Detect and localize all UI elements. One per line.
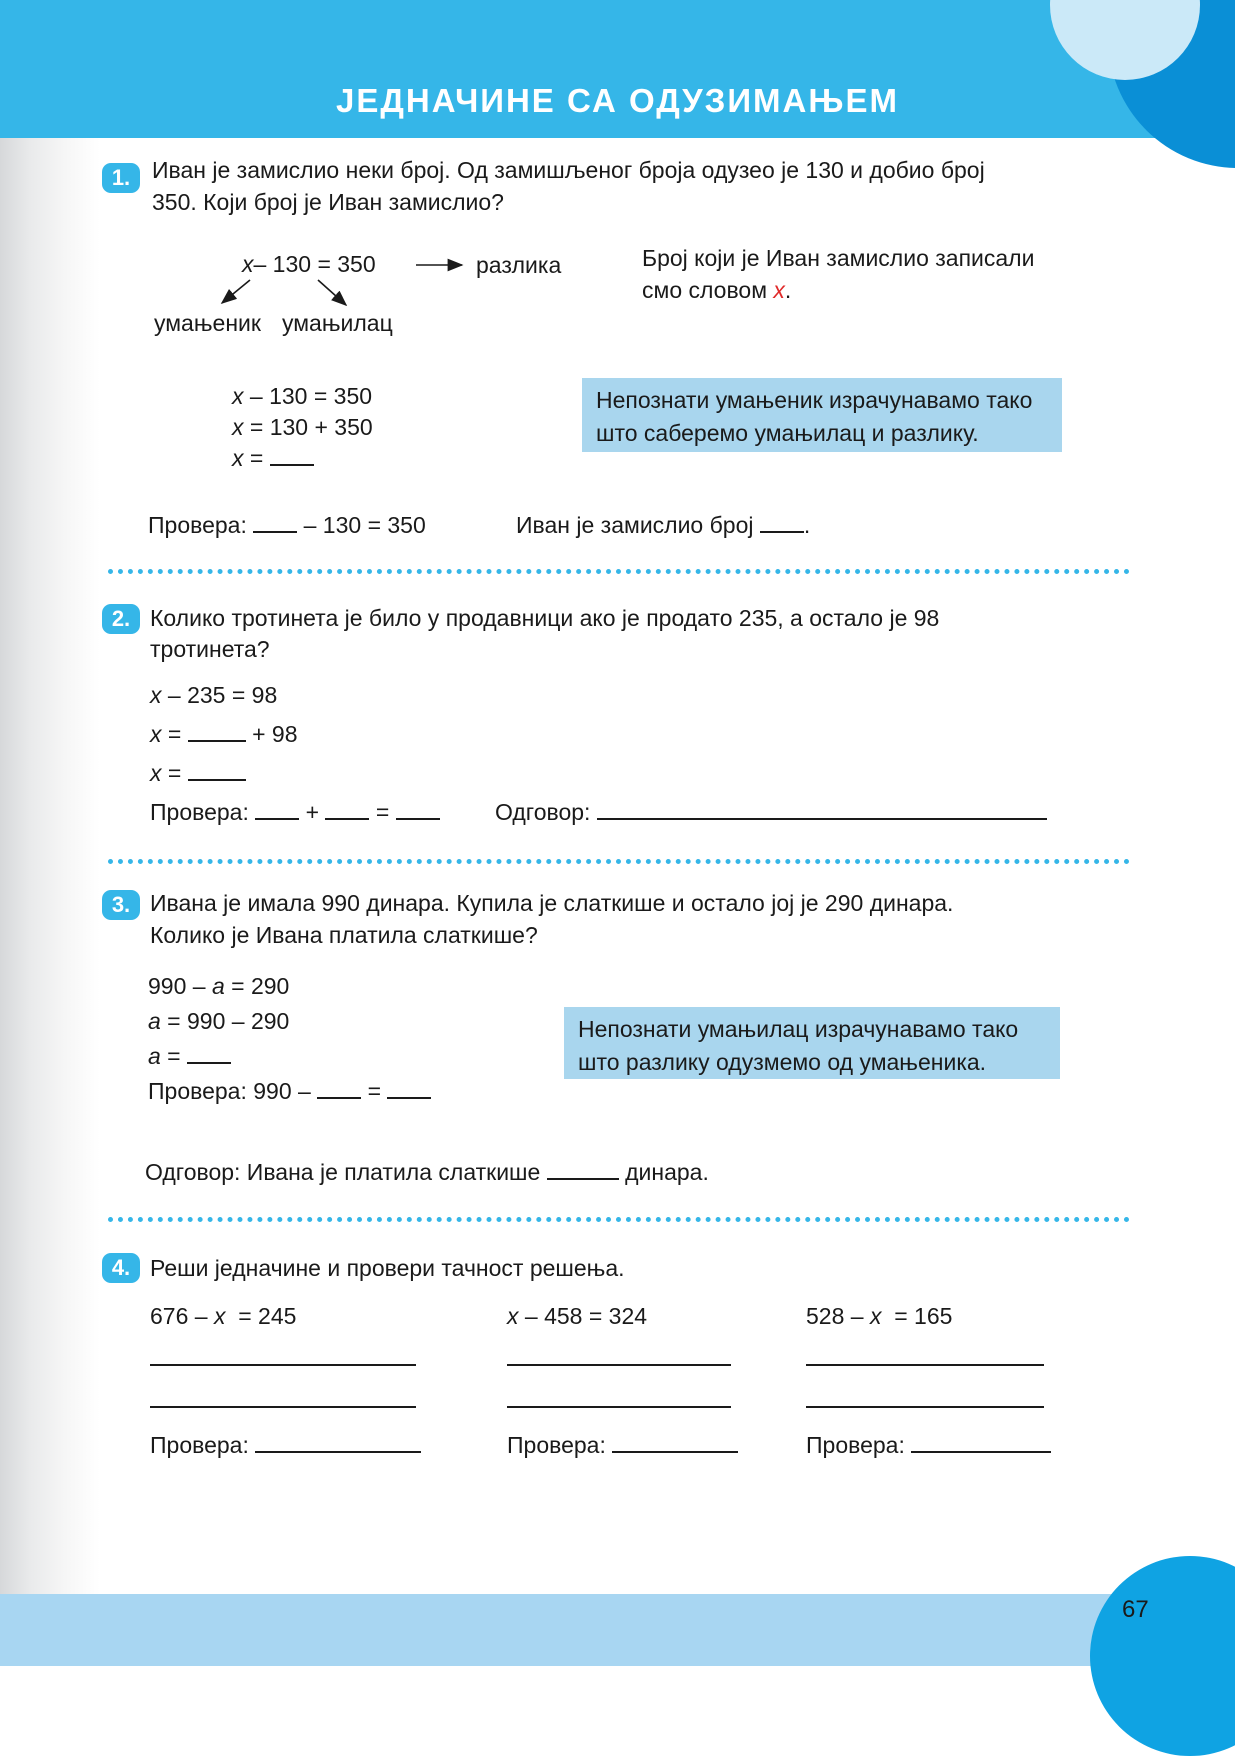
- task-1-check: [148, 509, 426, 542]
- footer-band: [0, 1594, 1235, 1666]
- check-label: Провера:: [150, 799, 249, 825]
- task-2-check: [150, 796, 440, 829]
- check-rest: – 130 = 350: [297, 512, 426, 538]
- task-1-info-box: [582, 378, 1062, 452]
- task-1-step-1: [232, 380, 372, 413]
- dotted-divider: [108, 859, 1130, 864]
- task-3-step-1: [148, 970, 289, 1003]
- task-4-equation-3: [806, 1300, 952, 1333]
- eq-rest: = 245: [225, 1303, 297, 1329]
- task-1-note-line2: [642, 274, 791, 307]
- check-blank[interactable]: [396, 798, 440, 820]
- task-2-step-1: [150, 679, 277, 712]
- task-2-badge: 2.: [102, 604, 140, 634]
- dotted-divider: [108, 569, 1130, 574]
- step-var: x: [232, 383, 244, 409]
- page-title: ЈЕДНАЧИНЕ СА ОДУЗИМАЊЕМ: [336, 82, 899, 119]
- task-1-step-3: [232, 442, 314, 475]
- eq-var: x: [213, 1303, 226, 1329]
- eq-var: x: [869, 1303, 882, 1329]
- work-line[interactable]: [806, 1406, 1044, 1408]
- check-label: Провера: 990 –: [148, 1078, 318, 1104]
- step-blank[interactable]: [188, 720, 246, 742]
- step-blank[interactable]: [187, 1042, 231, 1064]
- eq-var: x: [507, 1303, 519, 1329]
- task-3-info-box: [564, 1007, 1060, 1079]
- step-var: x: [150, 721, 162, 747]
- step-rest: = 290: [224, 973, 290, 999]
- arrow-to-subtrahend: [318, 280, 346, 305]
- page-number: 67: [1122, 1596, 1149, 1623]
- step-var: x: [150, 760, 162, 786]
- step-rest: – 130 = 350: [243, 383, 373, 409]
- check-blank[interactable]: [255, 798, 299, 820]
- answer-blank[interactable]: [760, 511, 804, 533]
- task-2-text-line2: тротинета?: [150, 636, 270, 662]
- equals-sign: =: [369, 799, 396, 825]
- task-1-text-line1: Иван је замислио неки број. Од замишљеног броја одузео је 130 и добио број: [152, 157, 985, 183]
- task-1-note-line1: Број који је Иван замислио записали: [642, 245, 1035, 271]
- step-eq: =: [161, 760, 188, 786]
- work-line[interactable]: [507, 1406, 731, 1408]
- step-rest: + 98: [245, 721, 298, 747]
- note-variable: x: [773, 277, 785, 303]
- note-period: .: [784, 277, 792, 303]
- step-var: x: [150, 682, 162, 708]
- diagram-arrows: [200, 255, 480, 315]
- step-eq: =: [161, 721, 188, 747]
- header-banner: [0, 0, 1235, 138]
- info-line2: што разлику одузмемо од умањеника.: [578, 1049, 987, 1075]
- step-blank[interactable]: [188, 759, 246, 781]
- task-3-step-2: [148, 1005, 289, 1038]
- label-minuend: умањеник: [154, 310, 261, 336]
- eq-rest: = 165: [881, 1303, 953, 1329]
- task-1-answer: [516, 509, 810, 542]
- step-var: a: [211, 973, 225, 999]
- step-var: x: [232, 414, 244, 440]
- answer-period: .: [803, 512, 811, 538]
- step-pre: 990 –: [148, 973, 212, 999]
- task-2-step-2: [150, 718, 298, 751]
- task-2-text-line1: Колико тротинета је било у продавници ако је продато 235, а остало је 98: [150, 605, 940, 631]
- task-4-equation-1: [150, 1300, 296, 1333]
- work-line[interactable]: [507, 1364, 731, 1366]
- note-text: смо словом: [642, 277, 774, 303]
- check-blank[interactable]: [255, 1431, 421, 1453]
- task-1-step-2: [232, 411, 373, 444]
- check-blank[interactable]: [612, 1431, 738, 1453]
- task-4-check-2: [507, 1429, 738, 1462]
- check-label: Провера:: [806, 1432, 905, 1458]
- work-line[interactable]: [150, 1406, 416, 1408]
- step-rest: = 130 + 350: [243, 414, 373, 440]
- task-3-text-line1: Ивана је имала 990 динара. Купила је слаткише и остало јој је 290 динара.: [150, 890, 954, 916]
- task-3-badge: 3.: [102, 890, 140, 920]
- diagram-equation-rest: – 130 = 350: [253, 251, 376, 277]
- check-blank[interactable]: [911, 1431, 1051, 1453]
- task-4-equation-2: [507, 1300, 647, 1333]
- check-blank[interactable]: [317, 1077, 361, 1099]
- work-line[interactable]: [806, 1364, 1044, 1366]
- label-subtrahend: умањилац: [282, 310, 393, 336]
- task-3-text-line2: Колико је Ивана платила слаткише?: [150, 922, 538, 948]
- check-label: Провера:: [148, 512, 247, 538]
- answer-end: динара.: [618, 1159, 709, 1185]
- task-3-answer: [145, 1156, 709, 1189]
- answer-text: Одговор: Ивана је платила слаткише: [145, 1159, 547, 1185]
- work-line[interactable]: [150, 1364, 416, 1366]
- eq-rest: – 458 = 324: [518, 1303, 648, 1329]
- task-1-badge: 1.: [102, 163, 140, 193]
- step-var: a: [148, 1008, 161, 1034]
- check-blank[interactable]: [325, 798, 369, 820]
- check-label: Провера:: [507, 1432, 606, 1458]
- page-spine-shadow: [0, 0, 100, 1666]
- step-rest: = 990 – 290: [160, 1008, 290, 1034]
- task-4-instruction: Реши једначине и провери тачност решења.: [150, 1255, 625, 1281]
- decor-circle-dark-overflow: [1108, 130, 1235, 170]
- step-rest: – 235 = 98: [161, 682, 278, 708]
- label-difference: разлика: [476, 252, 562, 278]
- info-line1: Непознати умањеник израчунавамо тако: [596, 387, 1033, 413]
- info-line2: што саберемо умањилац и разлику.: [596, 420, 979, 446]
- task-3-check: [148, 1075, 431, 1108]
- check-blank[interactable]: [253, 511, 297, 533]
- task-2-answer: [495, 796, 1047, 829]
- task-4-badge: 4.: [102, 1253, 140, 1283]
- info-line1: Непознати умањилац израчунавамо тако: [578, 1016, 1019, 1042]
- task-4-check-1: [150, 1429, 421, 1462]
- task-2-step-3: [150, 757, 246, 790]
- answer-text: Иван је замислио број: [516, 512, 760, 538]
- step-var: x: [232, 445, 244, 471]
- arrow-to-minuend: [222, 280, 250, 303]
- answer-blank[interactable]: [547, 1158, 619, 1180]
- answer-blank[interactable]: [597, 798, 1047, 820]
- check-blank[interactable]: [387, 1077, 431, 1099]
- task-1-text-line2: 350. Који број је Иван замислио?: [152, 189, 504, 215]
- step-rest: =: [243, 445, 270, 471]
- eq-pre: 676 –: [150, 1303, 214, 1329]
- answer-blank[interactable]: [270, 444, 314, 466]
- dotted-divider: [108, 1217, 1130, 1222]
- plus-sign: +: [299, 799, 326, 825]
- equals-sign: =: [361, 1078, 388, 1104]
- answer-label: Одговор:: [495, 799, 591, 825]
- eq-pre: 528 –: [806, 1303, 870, 1329]
- task-4-check-3: [806, 1429, 1051, 1462]
- task-3-step-3: [148, 1040, 231, 1073]
- diagram-var: x: [242, 251, 254, 277]
- step-rest: =: [160, 1043, 188, 1069]
- check-label: Провера:: [150, 1432, 249, 1458]
- step-var: a: [148, 1043, 161, 1069]
- page-number-circle: [1090, 1556, 1235, 1756]
